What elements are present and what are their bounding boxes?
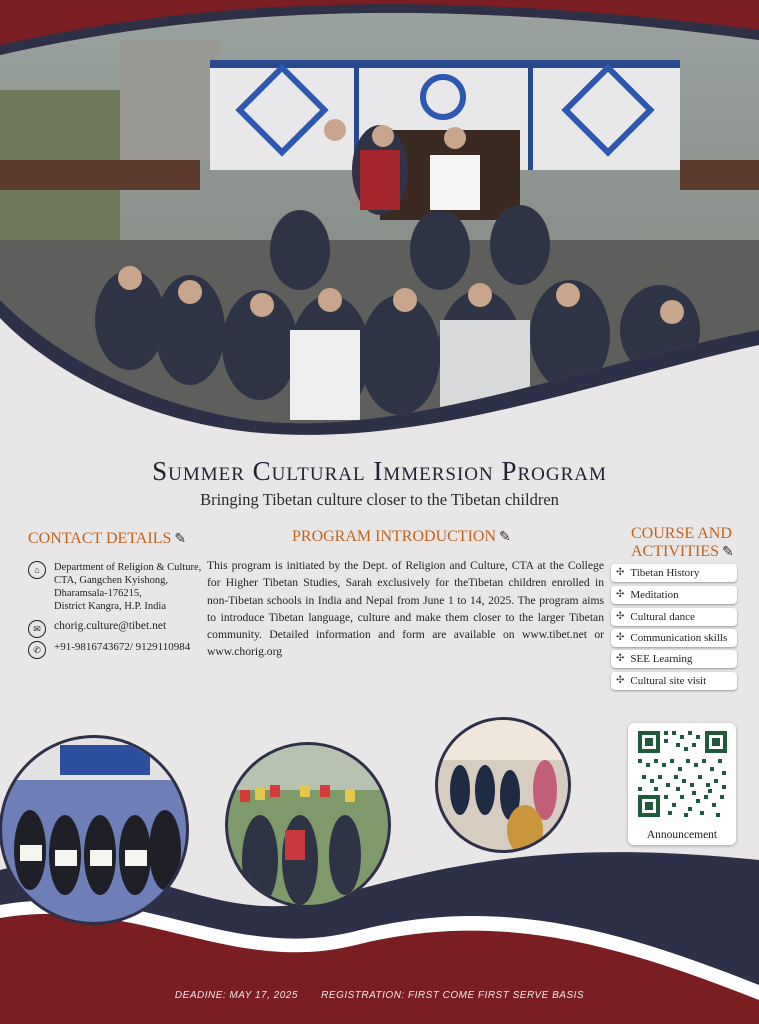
address-line: CTA, Gangchen Kyishong, [54,575,169,586]
plus-icon: ✣ [616,632,625,643]
photo-circle-site-visit [220,740,400,910]
course-item [611,672,737,690]
intro-body: This program is initiated by the Dept. of Religion and Culture, CTA at the College for Higher Tibetan Studies, Sarah exclusively for theTibetan children enrolled in non-Tibetan schools in India and Nepal from June 1 to 14, 2025. The program aims to introduce Tibetan language, culture and make them closer to the larger Tibetan community. Detailed information and form are available on www.tibet.net or www.chorig.org [207,559,604,659]
plus-icon: ✣ [616,675,625,686]
contact-heading: CONTACT DETAILS [28,530,172,547]
course-item [611,629,737,647]
phone-text[interactable]: +91-9816743672/ 9129110984 [54,641,191,653]
hero-group-photo [0,0,759,440]
course-label: SEE Learning [630,653,693,665]
courses-section-heading [631,525,734,562]
page-title: Summer Cultural Immersion Program [152,456,607,486]
contact-address [28,561,201,613]
courses-heading-line2: ACTIVITIES [631,543,719,560]
contact-phone[interactable] [28,641,190,659]
phone-icon: ✆ [28,641,46,659]
mail-icon: ✉ [28,620,46,638]
plus-icon: ✣ [616,611,625,622]
course-item [611,650,737,668]
course-label: Cultural site visit [630,675,707,687]
page-subtitle: Bringing Tibetan culture closer to the Tibetan children [200,490,559,509]
course-label: Meditation [630,589,679,601]
course-label: Communication skills [630,632,728,644]
course-item [611,564,737,582]
pencil-icon: ✎ [174,532,187,547]
qr-label: Announcement [646,829,718,841]
course-item [611,586,737,604]
course-label: Cultural dance [630,611,695,623]
course-item [611,608,737,626]
intro-section-heading [292,528,511,546]
plus-icon: ✣ [616,567,625,578]
photo-circle-classroom [435,717,575,855]
plus-icon: ✣ [616,589,625,600]
photo-circle-certificates [0,735,190,925]
registration-text: REGISTRATION: FIRST COME FIRST SERVE BASIS [321,990,585,1001]
intro-heading: PROGRAM INTRODUCTION [292,528,497,545]
address-line: Department of Religion & Culture, [54,562,202,573]
qr-code-icon[interactable] [628,723,736,823]
plus-icon: ✣ [616,653,625,664]
course-label: Tibetan History [630,567,700,579]
address-line: Dharamsala-176215, [54,588,142,599]
address-line: District Kangra, H.P. India [54,601,166,612]
pencil-icon: ✎ [721,545,734,560]
courses-heading-line1: COURSE AND [631,525,732,542]
contact-section-heading [28,530,186,548]
qr-code-card[interactable] [628,723,736,845]
pencil-icon: ✎ [499,530,511,545]
deadline-text: DEADINE: MAY 17, 2025 [174,990,298,1001]
home-icon: ⌂ [28,561,46,579]
footer [0,990,759,1001]
contact-email[interactable] [28,620,166,638]
email-text[interactable]: chorig.culture@tibet.net [54,620,167,632]
